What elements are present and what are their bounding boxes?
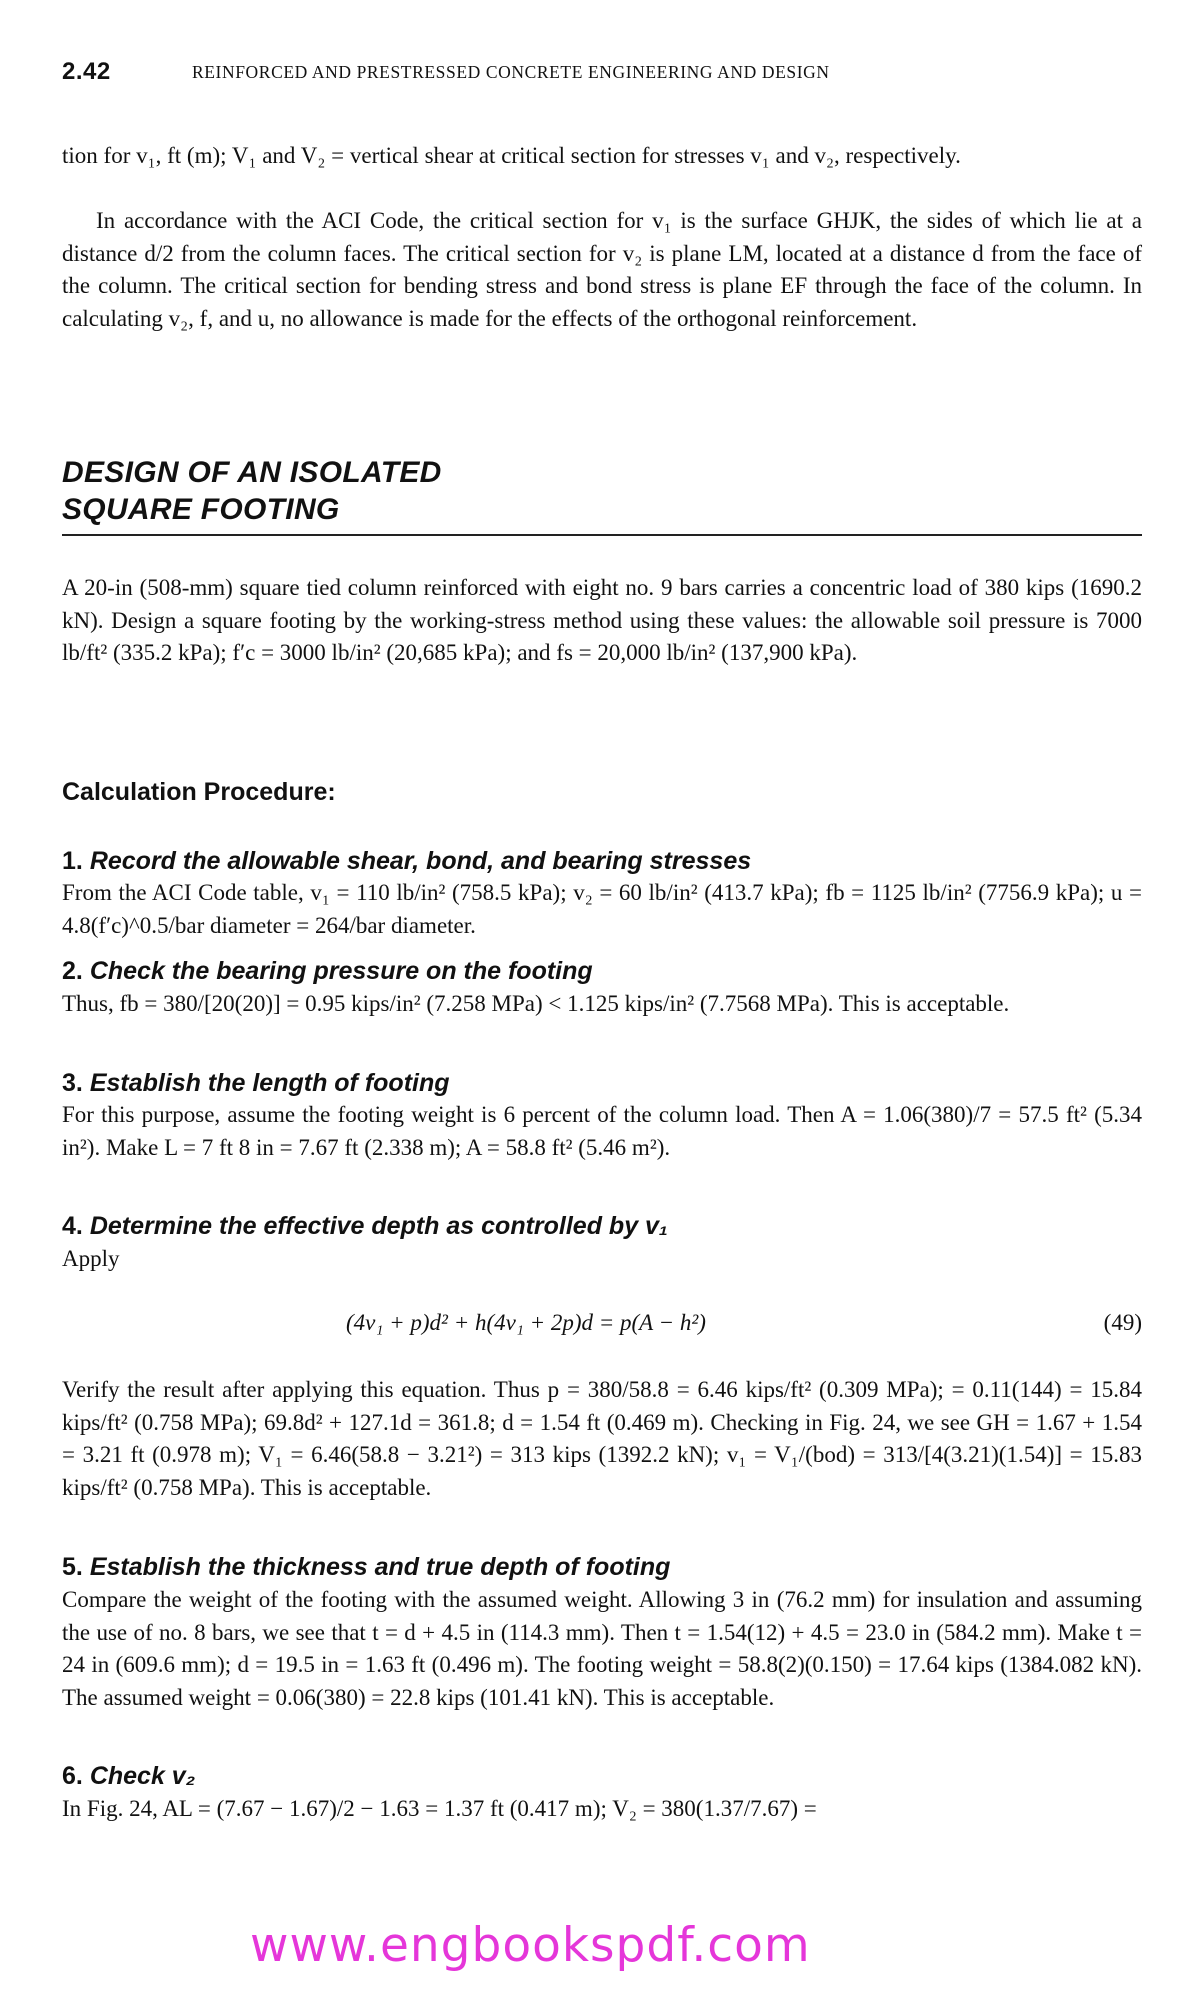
- running-header: [62, 58, 1142, 92]
- book-title: REINFORCED AND PRESTRESSED CONCRETE ENGINEERING AND DESIGN: [192, 62, 830, 82]
- intro-paragraph-1: tion for v₁, ft (m); V₁ and V₂ = vertical shear at critical section for stresses v₁ and v₂, respectively.: [62, 143, 961, 168]
- step-4-heading: [62, 1211, 668, 1241]
- step-4-title: Determine the effective depth as controlled by v₁: [89, 1212, 668, 1240]
- step-1-title: Record the allowable shear, bond, and bearing stresses: [89, 847, 752, 875]
- equation-49: [62, 1310, 1142, 1344]
- page-number: 2.42: [62, 58, 111, 85]
- equation-number: (49): [1103, 1310, 1142, 1335]
- book-page: [62, 0, 1142, 1992]
- step-6-title: Check v₂: [89, 1762, 196, 1790]
- step-4-body: Apply: [62, 1246, 120, 1271]
- step-3-number: 3.: [62, 1069, 83, 1097]
- step-6-body: In Fig. 24, AL = (7.67 − 1.67)/2 − 1.63 = 1.37 ft (0.417 m); V₂ = 380(1.37/7.67) =: [62, 1796, 817, 1821]
- procedure-heading: Calculation Procedure:: [62, 778, 336, 806]
- section-title-line-1: DESIGN OF AN ISOLATED: [62, 456, 442, 489]
- step-6-number: 6.: [62, 1762, 83, 1790]
- step-6-heading: [62, 1761, 195, 1791]
- step-4-verification: Verify the result after applying this equation. Thus p = 380/58.8 = 6.46 kips/ft² (0.309 MPa); = 0.11(144) = 15.84 kips/ft² (0.758 MPa); 69.8d² + 127.1d = 361.8; d = 1.54 ft (0.469 m). Checking in Fig. 24, we see GH = 1.67 + 1.54 = 3.21 ft (0.978 m); V₁ = 6.46(58.8 − 3.21²) = 313 kips (1392.2 kN); v₁ = V₁/(bod) = 313/[4(3.21)(1.54)] = 15.83 kips/ft² (0.758 MPa). This is acceptable.: [62, 1377, 1142, 1500]
- step-1-heading: [62, 846, 751, 876]
- step-5-body: Compare the weight of the footing with the assumed weight. Allowing 3 in (76.2 mm) for insulation and assuming the use of no. 8 bars, we see that t = d + 4.5 in (114.3 mm). Then t = 1.54(12) + 4.5 = 23.0 in (584.2 mm). Make t = 24 in (609.6 mm); d = 19.5 in = 1.63 ft (0.496 m). The footing weight = 58.8(2)(0.150) = 17.64 kips (1384.082 kN). The assumed weight = 0.06(380) = 22.8 kips (101.41 kN). This is acceptable.: [62, 1587, 1142, 1710]
- step-5-number: 5.: [62, 1553, 83, 1581]
- watermark-link[interactable]: www.engbookspdf.com: [250, 1918, 811, 1973]
- section-divider: [62, 534, 1142, 536]
- step-2-body: Thus, fb = 380/[20(20)] = 0.95 kips/in² (7.258 MPa) < 1.125 kips/in² (7.7568 MPa). This is acceptable.: [62, 991, 1010, 1016]
- equation-expression: (4v₁ + p)d² + h(4v₁ + 2p)d = p(A − h²): [346, 1310, 706, 1335]
- intro-paragraph-2: In accordance with the ACI Code, the critical section for v₁ is the surface GHJK, the sides of which lie at a distance d/2 from the column faces. The critical section for v₂ is plane LM, located at a distance d from the face of the column. The critical section for bending stress and bond stress is plane EF through the face of the column. In calculating v₂, f, and u, no allowance is made for the effects of the orthogonal reinforcement.: [62, 208, 1142, 331]
- step-5-title: Establish the thickness and true depth of footing: [89, 1553, 671, 1581]
- section-title-line-2: SQUARE FOOTING: [62, 493, 340, 526]
- problem-statement: A 20-in (508-mm) square tied column reinforced with eight no. 9 bars carries a concentric load of 380 kips (1690.2 kN). Design a square footing by the working-stress method using these values: the allowable soil pressure is 7000 lb/ft² (335.2 kPa); f′c = 3000 lb/in² (20,685 kPa); and fs = 20,000 lb/in² (137,900 kPa).: [62, 575, 1142, 665]
- step-4-number: 4.: [62, 1212, 83, 1240]
- step-2-title: Check the bearing pressure on the footing: [89, 957, 593, 985]
- step-3-title: Establish the length of footing: [89, 1069, 450, 1097]
- step-2-heading: [62, 956, 593, 986]
- step-1-body: From the ACI Code table, v₁ = 110 lb/in² (758.5 kPa); v₂ = 60 lb/in² (413.7 kPa); fb = 1125 lb/in² (7756.9 kPa); u = 4.8(f′c)^0.5/bar diameter = 264/bar diameter.: [62, 880, 1142, 938]
- step-3-heading: [62, 1068, 450, 1098]
- step-2-number: 2.: [62, 957, 83, 985]
- section-title: [62, 454, 442, 528]
- step-5-heading: [62, 1552, 670, 1582]
- step-3-body: For this purpose, assume the footing weight is 6 percent of the column load. Then A = 1.06(380)/7 = 57.5 ft² (5.34 in²). Make L = 7 ft 8 in = 7.67 ft (2.338 m); A = 58.8 ft² (5.46 m²).: [62, 1102, 1142, 1160]
- step-1-number: 1.: [62, 847, 83, 875]
